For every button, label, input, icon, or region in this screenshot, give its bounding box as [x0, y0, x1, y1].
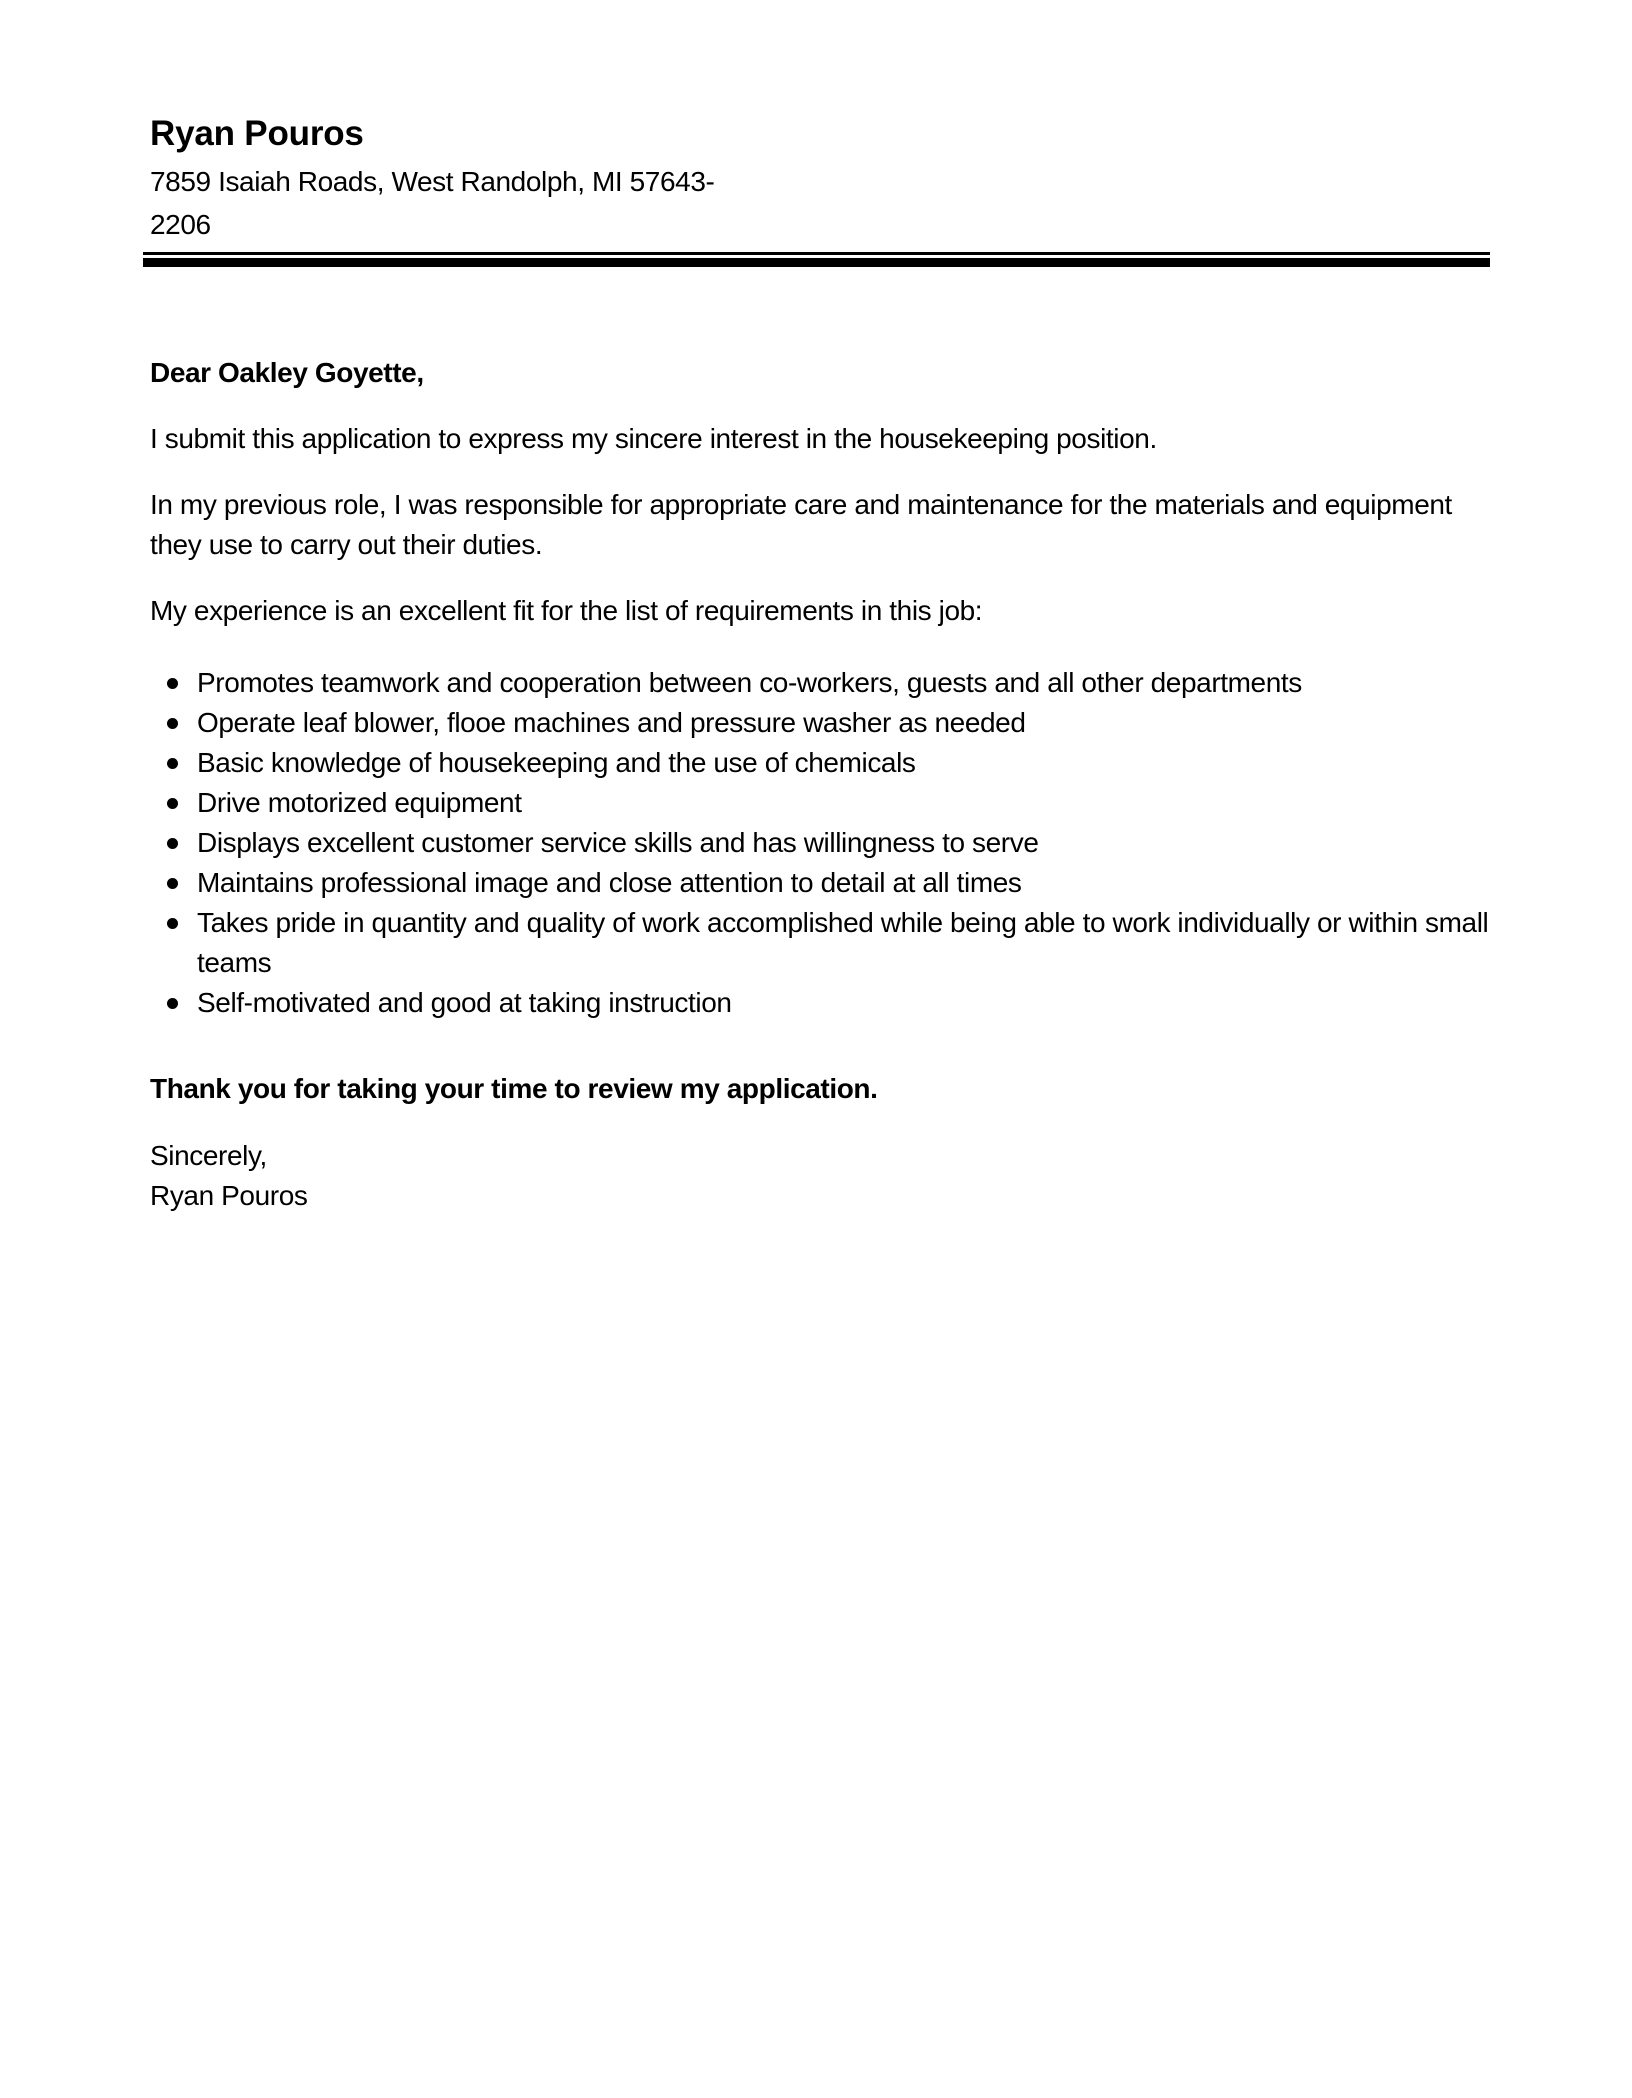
signature-block [150, 1136, 1490, 1216]
paragraph-experience-fit: My experience is an excellent fit for the list of requirements in this job: [150, 595, 983, 626]
address-line-1: 7859 Isaiah Roads, West Randolph, MI 57643- [150, 166, 715, 197]
requirement-item-equipment-operation: Operate leaf blower, flooe machines and pressure washer as needed [150, 703, 1490, 743]
requirement-item-professional-image: Maintains professional image and close attention to detail at all times [150, 863, 1490, 903]
paragraph-interest: I submit this application to express my sincere interest in the housekeeping position. [150, 423, 1157, 454]
requirement-item-housekeeping-knowledge: Basic knowledge of housekeeping and the use of chemicals [150, 743, 1490, 783]
sender-address [150, 160, 1490, 246]
letter-header [150, 112, 1490, 267]
signature-name: Ryan Pouros [150, 1180, 308, 1211]
sender-name: Ryan Pouros [150, 114, 364, 153]
requirement-item-customer-service: Displays excellent customer service skills and has willingness to serve [150, 823, 1490, 863]
requirements-list [150, 663, 1490, 1023]
address-line-2: 2206 [150, 209, 211, 240]
requirement-item-pride-in-work: Takes pride in quantity and quality of work accomplished while being able to work individually or within small teams [150, 903, 1490, 983]
requirement-item-motorized-equipment: Drive motorized equipment [150, 783, 1490, 823]
salutation: Dear Oakley Goyette, [150, 357, 424, 388]
paragraph-previous-role: In my previous role, I was responsible for appropriate care and maintenance for the materials and equipment they use to carry out their duties. [150, 489, 1452, 560]
signoff-label: Sincerely, [150, 1140, 267, 1171]
header-divider [143, 252, 1490, 267]
letter-body [150, 353, 1490, 1216]
requirement-item-self-motivated: Self-motivated and good at taking instruction [150, 983, 1490, 1023]
closing-statement: Thank you for taking your time to review my application. [150, 1073, 878, 1104]
requirement-item-teamwork: Promotes teamwork and cooperation between co-workers, guests and all other departments [150, 663, 1490, 703]
